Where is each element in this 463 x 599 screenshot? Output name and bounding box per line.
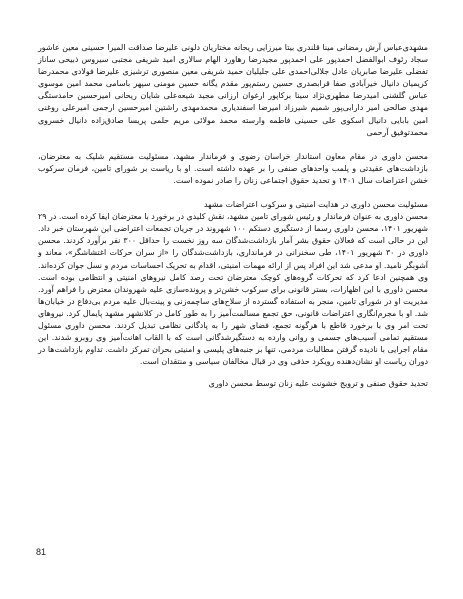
paragraph-spacer [38, 187, 428, 199]
body-paragraph: محسن داوری به عنوان فرماندار و رئیس شورای تامین مشهد، نقش کلیدی در برخورد با معترضان ایفا کرده است. در ۲۹ شهریور ۱۴۰۱، محسن داوری رسما از دستگیری دستکم ۱۰۰ شهروند در جریان تجمعات اعتراضی این شهرستان خبر داد. این در حالی است که فعالان حقوق بشر آمار بازداشت‌شدگان سه روز نخست را حداقل ۳۰۰ نفر برآورد کردند. محسن داوری در ۳۰ شهریور ۱۴۰۱، طی سخنرانی در فرمانداری، بازداشت‌شدگان را «از سران حرکات اغتشاشگر»، معاند و آشوبگر نامید. او مدعی شد این افراد پس از ارائه مهمات امنیتی، اقدام به تحریک احساسات مردم و نسل جوان کرده‌اند. وی همچنین ادعا کرد که تحرکات گروه‌های کوچک معترضان تحت رصد کامل نیروهای امنیتی و انتظامی بوده است. محسن داوری با این اظهارات، بستر قانونی برای سرکوب خشن‌تر و پرونده‌سازی علیه شهروندان معترض را فراهم آورد. مدیریت او در شورای تامین، منجر به استفاده گسترده از سلاح‌های ساچمه‌زنی و پینت‌بال علیه مردم بی‌دفاع در خیابان‌ها شد. او با مجرم‌انگاری اعتراضات قانونی، حق تجمع مسالمت‌آمیز را به طور کامل در کلانشهر مشهد پایمال کرد. نیروهای تحت امر وی با برخورد قاطع با هرگونه تجمع، فضای شهر را به پادگانی نظامی تبدیل کردند. محسن داوری مسئول مستقیم تمامی آسیب‌های جسمی و روانی وارده به دستگیرشدگانی است که با القاب اهانت‌آمیز وی روبرو شدند. این مقام اجرایی با نادیده گرفتن مطالبات مردمی، تنها بر جنبه‌های پلیسی و امنیتی بحران تمرکز داشت. تداوم بازداشت‌ها در دوران ریاست او نشان‌دهنده رویکرد حذفی وی در قبال مخالفان سیاسی و منتقدان است. [38, 212, 428, 367]
intro-paragraph: محسن داوری در مقام معاون استاندار خراسان رضوی و فرماندار مشهد، مسئولیت مستقیم شلیک به معترضان، بازداشت‌های عقیدتی و پلمب واحدهای صنفی را بر عهده داشته است. او با ریاست بر شورای تامین، فرمان سرکوب خشن اعتراضات سال ۱۴۰۱ و تحدید حقوق اجتماعی زنان را صادر نموده است. [38, 151, 428, 185]
paragraph-spacer [38, 139, 428, 151]
document-page [38, 42, 428, 390]
section-heading: مسئولیت محسن داوری در هدایت امنیتی و سرکوب اعتراضات مشهد [203, 200, 428, 210]
page-number: 81 [36, 547, 47, 557]
closing-heading: تحدید حقوق صنفی و ترویج خشونت علیه زنان توسط محسن داوری [208, 379, 428, 389]
paragraph-spacer [38, 368, 428, 378]
names-list-paragraph: مشهدی‌عباس آرش رمضانی مینا قلندری بیتا میرزایی ریحانه مختاریان دلونی علیرضا صداقت المیرا حسینی معین عاشور سجاد رئوف ابوالفضل احمدپور علی احمدپور مجیدرضا رهاورد الهام سالاری امید شریفی مجتبی سیروس ذبیحی ساناز تفضلی علیرضا صابریان عادل جلالی‌احمدی علی جلیلیان حمید شریفی معین منصوری ترشیزی علیرضا فولادی محمدرضا کریمیان دانیال خیرآبادی صفا قرابصدری حسین رستم‌پور مقدم یگانه حسین مومنی سپهر باسامی محمد امین موسوی عباس گلشنی امیدرضا مطهری‌نژاد سینا برکاپور ارغوان ارزانی مجید شیعه‌علی شایان ریحانی امیرحسین حامدستگی مهدی صالحی امیر دارابی‌پور شمیم شیرزاد امیرضا اسفندیاری محمدمهدی راشتین امیرحسین ارجمی امیرعلی روغنی امین بابایی دانیال اسکوی علی حسینی فاطمه وارسته محمد مولائی مریم حلمی پریسا صادق‌زاده دانیال خسروی محمدتوفیق آرحمی [38, 43, 428, 137]
